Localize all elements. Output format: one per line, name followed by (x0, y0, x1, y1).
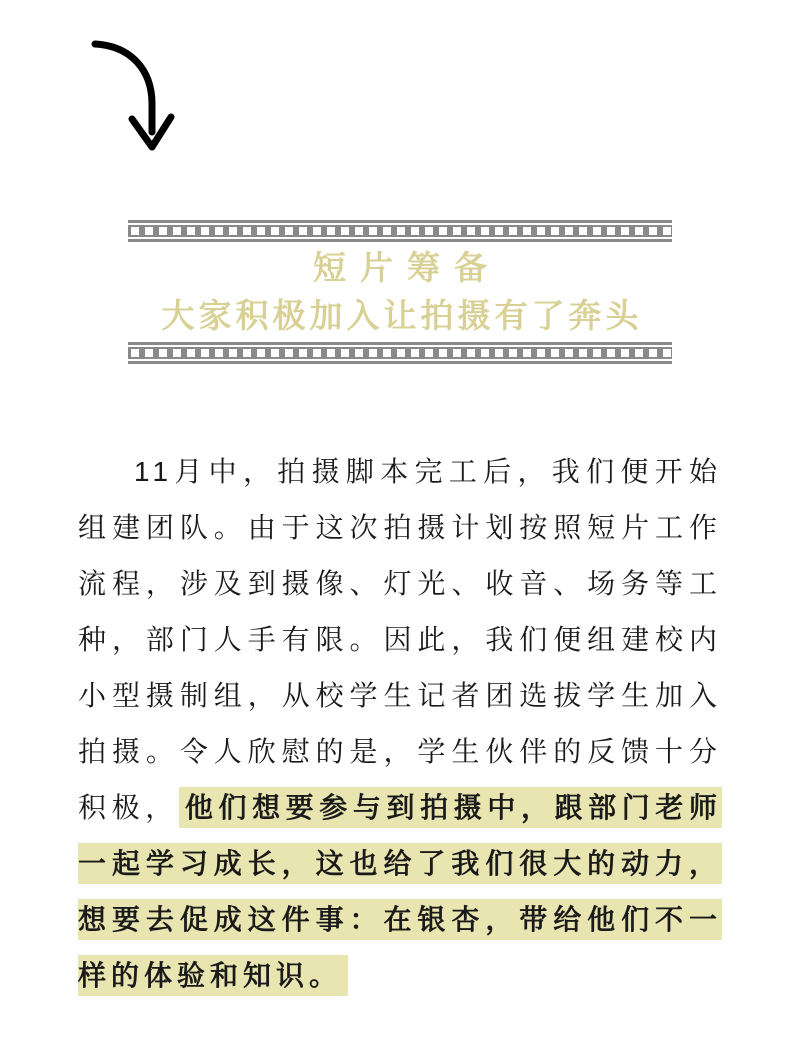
section-title-line2: 大家积极加入让拍摄有了奔头 (161, 297, 643, 334)
film-strip-line (128, 342, 672, 345)
section-title (128, 242, 672, 342)
section-divider (128, 220, 672, 364)
film-strip-line (128, 220, 672, 223)
film-strip-line (128, 361, 672, 364)
film-strip-top (128, 220, 672, 242)
article-text: 11月中，拍摄脚本完工后，我们便开始组建团队。由于这次拍摄计划按照短片工作流程，涉及到摄像、灯光、收音、场务等工种，部门人手有限。因此，我们便组建校内小型摄制组，从校学生记者团选拔学生加入拍摄。令人欣慰的是，学生伙伴的反馈十分积极， (78, 456, 722, 823)
film-strip-holes (128, 347, 672, 359)
film-strip-holes (128, 225, 672, 237)
article-highlighted-text: 他们想要参与到拍摄中，跟部门老师一起学习成长，这也给了我们很大的动力，想要去促成这件事：在银杏，带给他们不一样的体验和知识。 (78, 787, 722, 996)
article-paragraph (78, 444, 722, 1004)
curved-arrow-down-icon (85, 30, 180, 155)
film-strip-bottom (128, 342, 672, 364)
section-title-line1: 短片筹备 (313, 249, 501, 286)
